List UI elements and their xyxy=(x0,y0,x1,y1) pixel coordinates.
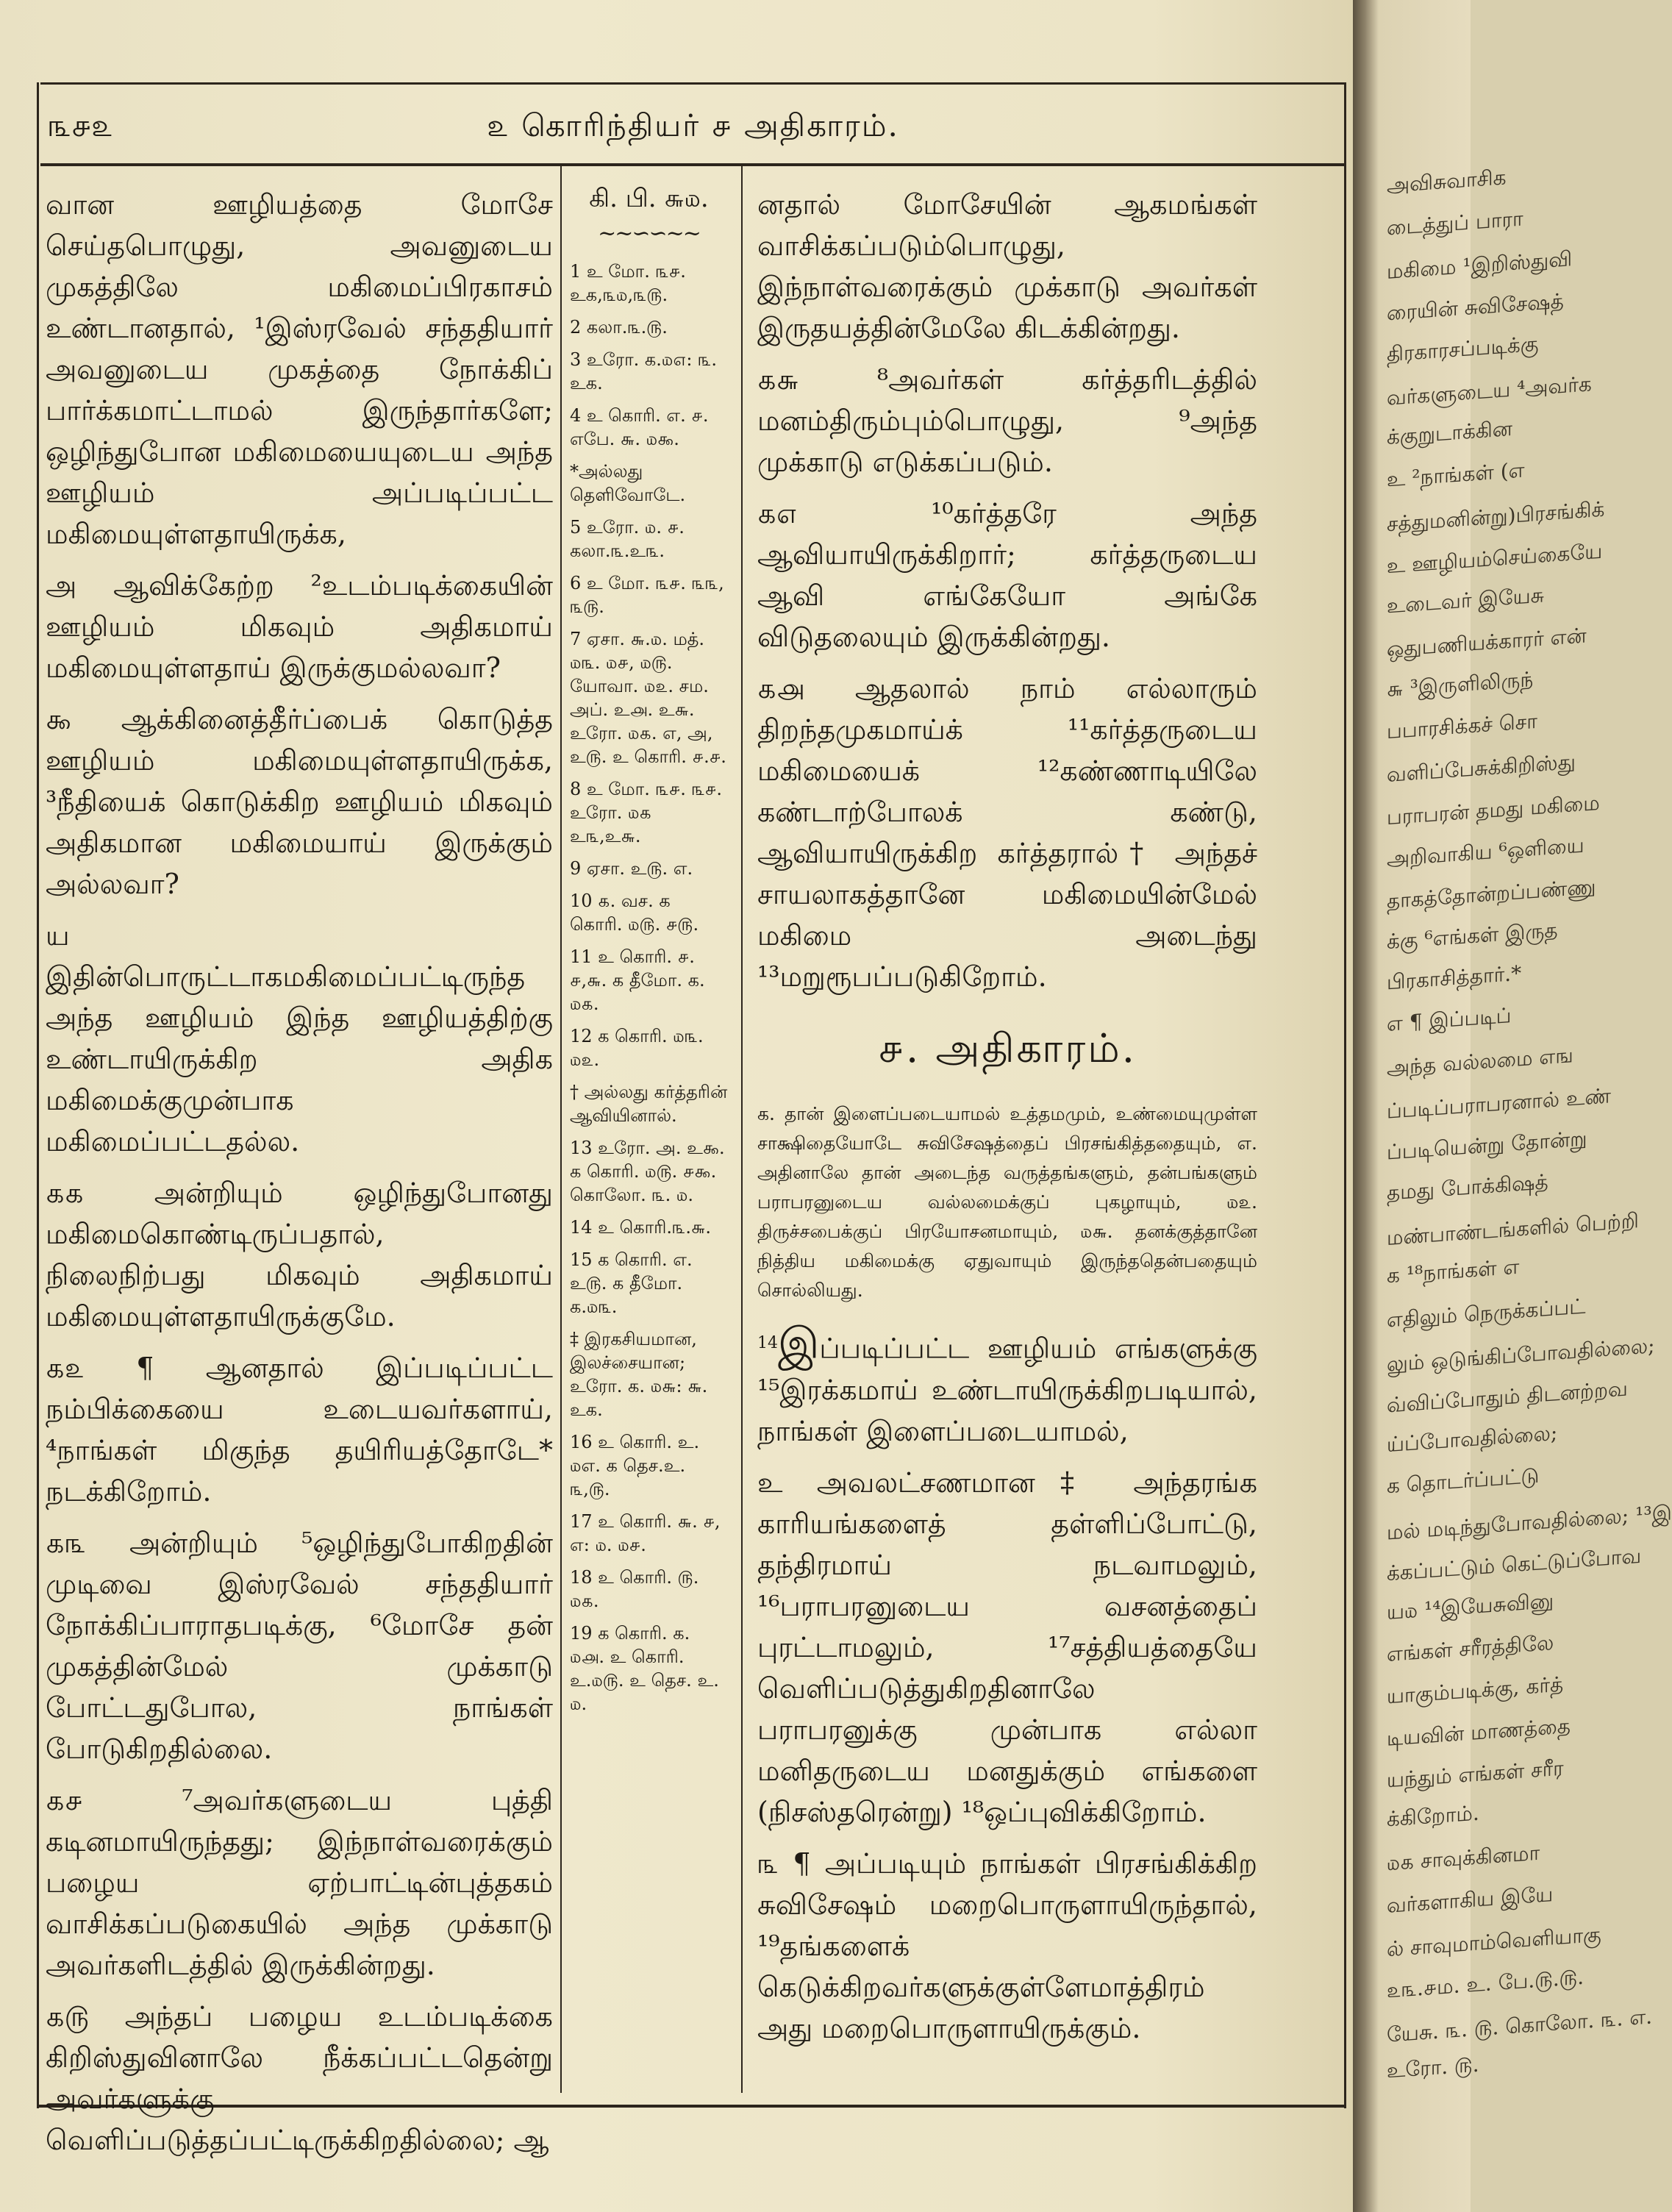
margin-reference: 4 உ கொரி. எ. ௪. எபே. ௬. ௰௯. xyxy=(570,405,709,449)
left-paragraph: ௯ ஆக்கினைத்தீர்ப்பைக் கொடுத்த ஊழியம் மகிமையுள்ளதாயிருக்க, ³நீதியைக் கொடுக்கிற ஊழியம் மிகவும் அதிகமான மகிமையாய் இருக்கும் அல்லவா? xyxy=(46,703,553,900)
edge-text-fragment: யந்தும் எங்கள் சரீர xyxy=(1387,1755,1564,1793)
left-paragraph: ௧௨ ¶ ஆனதால் இப்படிப்பட்ட நம்பிக்கையை உடையவர்களாய், ⁴நாங்கள் மிகுந்த தயிரியத்தோடே* நடக்கிறோம். xyxy=(46,1352,553,1508)
edge-text-fragment: க்கிறோம். xyxy=(1387,1800,1479,1832)
margin-reference: 15 க கொரி. எ. உ௫. க தீமோ. க.௰௩. xyxy=(570,1249,693,1317)
margin-reference: 11 உ கொரி. ௪. ௪,௬. க தீமோ. க. ௰௧. xyxy=(570,946,705,1014)
reference-list xyxy=(570,260,728,1716)
dropcap: இ xyxy=(778,1318,820,1369)
left-paragraph: ய இதின்பொருட்டாகமகிமைப்பட்டிருந்த அந்த ஊழியம் இந்த ஊழியத்திற்கு உண்டாயிருக்கிற அதிக மகிமைக்குமுன்பாக மகிமைப்பட்டதல்ல. xyxy=(46,919,553,1157)
edge-text-fragment: ரையின் சுவிசேஷத் xyxy=(1387,288,1564,326)
edge-text-fragment: உ ஊழியம்செய்கையே xyxy=(1387,538,1603,579)
right-paragraph: ௧௬ ⁸அவர்கள் கர்த்தரிடத்தில் மனம்திரும்பும்பொழுது, ⁹அந்த முக்காடு எடுக்கப்படும். xyxy=(757,363,1257,478)
margin-reference: 1 உ மோ. ௩௪. உக,௩௰,௩௫. xyxy=(570,261,686,305)
next-page-edge xyxy=(1353,0,1672,2212)
chapter-summary: க. தான் இளைப்படையாமல் உத்தமமும், உண்மையுமுள்ள சாக்ஷிதையோடே சுவிசேஷத்தைப் பிரசங்கித்ததையும், எ. அதினாலே தான் அடைந்த வருத்தங்களும், தன்பங்களும் பராபரனுடைய வல்லமைக்குப் புகழாயும், ௰௨. திருச்சபைக்குப் பிரயோசனமாயும், ௰௬. தனக்குத்தானே நித்திய மகிமைக்கு ஏதுவாயும் இருந்ததென்பதையும் சொல்லியது. xyxy=(757,1103,1257,1301)
edge-text-fragment: அவிசுவாசிக xyxy=(1387,165,1507,198)
edge-text-fragment: ப்படிப்பராபரனால் உண் xyxy=(1387,1083,1611,1124)
right-frame-rule xyxy=(1344,82,1346,2108)
edge-text-fragment: வளிப்பேசுக்கிறிஸ்து xyxy=(1387,749,1576,787)
margin-reference: 3 உரோ. க.௰௭: ௩. உக. xyxy=(570,349,718,393)
left-paragraph: வான ஊழியத்தை மோசே செய்தபொழுது, அவனுடைய முகத்திலே மகிமைப்பிரகாசம் உண்டானதால், ¹இஸ்ரவேல் சந்ததியார் அவனுடைய முகத்தை நோக்கிப் பார்க்கமாட்டாமல் இருந்தார்களே; ஒழிந்துபோன மகிமையையுடைய அந்த ஊழியம் அப்படிப்பட்ட மகிமையுள்ளதாயிருக்க, xyxy=(46,188,553,550)
margin-date: கி. பி. ௬௰. xyxy=(589,184,709,213)
left-paragraph: அ ஆவிக்கேற்ற ²உடம்படிக்கையின் ஊழியம் மிகவும் அதிகமாய் மகிமையுள்ளதாய் இருக்குமல்லவா? xyxy=(46,569,553,684)
edge-text-fragment: ௨௩.௪ம. உ. பே.௫.௫. xyxy=(1387,1964,1585,2003)
edge-text-fragment: பபாரசிக்கச் சொ xyxy=(1387,708,1537,744)
edge-text-fragment: மல் மடிந்துபோவதில்லை; ¹³இ xyxy=(1387,1500,1672,1545)
edge-text-fragment: ஒதுபணியக்காரர் என் xyxy=(1387,623,1587,662)
edge-text-fragment: எ ¶ இப்படிப் xyxy=(1387,1003,1512,1036)
chapter4-verse: ௩ ¶ அப்படியும் நாங்கள் பிரசங்கிக்கிற சுவிசேஷம் மறைபொருளாயிருந்தால், ¹⁹தங்களைக் கெடுக்கிறவர்களுக்குள்ளேமாத்திரம் அது மறைபொருளாயிருக்கும். xyxy=(757,1847,1257,2044)
edge-text-fragment: உ ²நாங்கள் (எ xyxy=(1387,457,1525,492)
left-text-column xyxy=(46,184,553,2171)
edge-text-fragment: எங்கள் சரீரத்திலே xyxy=(1387,1630,1554,1666)
right-paragraph: ௧௭ ¹⁰கர்த்தரே அந்த ஆவியாயிருக்கிறார்; கர்த்தருடைய ஆவி எங்கேயோ அங்கே விடுதலையும் இருக்கின்றது. xyxy=(757,497,1257,653)
left-paragraph: ௧௧ அன்றியும் ஒழிந்துபோனது மகிமைகொண்டிருப்பதால், நிலைநிற்பது மிகவும் அதிகமாய் மகிமையுள்ளதாயிருக்குமே. xyxy=(46,1177,553,1332)
margin-reference: 19 க கொரி. க. ௰௮. உ கொரி. உ.௰௫. உ தெச. உ. ௰. xyxy=(570,1623,719,1714)
flourish-ornament: ~~∽∽~~ xyxy=(598,221,700,246)
edge-text-fragment: மகிமை ¹இறிஸ்துவி xyxy=(1387,246,1573,284)
left-paragraph: ௧௫ அந்தப் பழைய உடம்படிக்கை கிறிஸ்துவினாலே நீக்கப்பட்டதென்று அவர்களுக்கு வெளிப்படுத்தப்பட்டிருக்கிறதில்லை; ஆ xyxy=(46,2000,553,2156)
edge-text-fragment: ௬ ³இருளிலிருந் xyxy=(1387,667,1534,702)
right-text-column xyxy=(757,184,1257,2059)
edge-text-fragment: லும் ஒடுங்கிப்போவதில்லை; xyxy=(1387,1333,1655,1377)
edge-text-fragment: ப்படியென்று தோன்று xyxy=(1387,1126,1587,1165)
margin-reference: † அல்லது கர்த்தரின் ஆவியினால். xyxy=(570,1082,728,1126)
edge-text-fragment: திரகாரசப்படிக்கு xyxy=(1387,331,1539,367)
right-paragraph: ௧௮ ஆதலால் நாம் எல்லாரும் திறந்தமுகமாய்க் ¹¹கர்த்தருடைய மகிமையைக் ¹²கண்ணாடியிலே கண்டாற்போலக் கண்டு, ஆவியாயிருக்கிற கர்த்தரால்† அந்தச் சாயலாகத்தானே மகிமையின்மேல் மகிமை அடைந்து ¹³மறுரூபப்படுகிறோம். xyxy=(757,672,1257,993)
edge-text-fragment: சத்துமனின்று)பிரசங்கிக் xyxy=(1387,496,1605,537)
verse-1 xyxy=(757,1318,1257,1452)
chapter4-verses xyxy=(757,1462,1257,2049)
top-rule xyxy=(40,82,1346,85)
right-paragraph: னதால் மோசேயின் ஆகமங்கள் வாசிக்கப்படும்பொழுது, இந்நாள்வரைக்கும் முக்காடு அவர்கள் இருதயத்தின்மேலே கிடக்கின்றது. xyxy=(757,188,1257,344)
margin-reference: 8 உ மோ. ௩௪. ௩௪. உரோ. ௰௧ உ௩,உ௬. xyxy=(570,779,722,846)
edge-text-fragment: பராபரன் தமது மகிமை xyxy=(1387,790,1600,830)
margin-reference: ‡ இரகசியமான, இலச்சையான; உரோ. க. ௰௬: ௬. உக. xyxy=(570,1329,708,1420)
margin-reference: 6 உ மோ. ௩௪. ௩௩, ௩௫. xyxy=(570,573,724,617)
edge-text-fragment: தாகத்தோன்றப்பண்ணு xyxy=(1387,874,1596,913)
left-frame-rule xyxy=(37,82,39,2108)
header-rule xyxy=(40,163,1346,166)
edge-text-fragment: அந்த வல்லமை எங xyxy=(1387,1043,1573,1080)
edge-text-fragment: அறிவாகிய ⁶ஒளியை xyxy=(1387,832,1585,871)
column-divider-left xyxy=(560,166,562,2093)
edge-text-fragment: மண்பாண்டங்களில் பெற்றி xyxy=(1387,1208,1639,1250)
edge-text-fragment: வர்களுடைய ⁴அவர்க xyxy=(1387,371,1592,410)
edge-text-fragment: க்குறுடாக்கின xyxy=(1387,416,1512,449)
edge-text-fragment: வர்களாகிய இயே xyxy=(1387,1882,1554,1918)
edge-text-fragment: க்கப்பட்டும் கெட்டுப்போவ xyxy=(1387,1543,1642,1586)
edge-text-fragment: க தொடர்ப்பட்டு xyxy=(1387,1463,1540,1499)
left-paragraph: ௧௪ ⁷அவர்களுடைய புத்தி கடினமாயிருந்தது; இந்நாள்வரைக்கும் பழைய ஏற்பாட்டின்புத்தகம் வாசிக்கப்படுகையில் அந்த முக்காடு அவர்களிடத்தில் இருக்கின்றது. xyxy=(46,1784,553,1981)
verse14-ref: 14 xyxy=(757,1334,778,1352)
chapter3-continuation xyxy=(757,184,1257,997)
edge-text-fragment: ய௰ ¹⁴இயேசுவினு xyxy=(1387,1588,1554,1624)
edge-text-fragment: தமது போக்கிஷத் xyxy=(1387,1169,1548,1205)
edge-text-fragment: எதிலும் நெருக்கப்பட் xyxy=(1387,1294,1586,1332)
edge-text-fragment: உடைவர் இயேசு xyxy=(1387,582,1544,618)
edge-text-fragment: ௰௧ சாவுக்கினமா xyxy=(1387,1840,1540,1876)
edge-text-fragment: க ¹⁸நாங்கள் எ xyxy=(1387,1254,1520,1288)
edge-text-fragment: டியவின் மாணத்தை xyxy=(1387,1713,1571,1751)
edge-text-fragment: பிரகாசித்தார்.* xyxy=(1387,960,1522,995)
edge-text-fragment: ல் சாவுமாம்வெளியாகு xyxy=(1387,1922,1601,1962)
margin-references-column xyxy=(570,184,728,1724)
margin-reference: 16 உ கொரி. உ. ௰எ. க தெச.உ. ௩,௫. xyxy=(570,1432,700,1499)
edge-text-fragment: க்கு ⁶எங்கள் இருத xyxy=(1387,917,1558,955)
verse-1-text: ப்படிப்பட்ட ஊழியம் எங்களுக்கு ¹⁵இரக்கமாய் உண்டாயிருக்கிறபடியால், நாங்கள் இளைப்படையாமல், xyxy=(757,1332,1257,1447)
edge-text-fragment: டைத்துப் பாரா xyxy=(1387,206,1523,240)
chapter4-verse: உ அவலட்சணமான‡ அந்தரங்க காரியங்களைத் தள்ளிப்போட்டு, தந்திரமாய் நடவாமலும், ¹⁶பராபரனுடைய வசனத்தைப் புரட்டாமலும், ¹⁷சத்தியத்தையே வெளிப்படுத்துகிறதினாலே பராபரனுக்கு முன்பாக எல்லா மனிதருடைய மனதுக்கும் எங்களை (நிசஸ்தரென்று) ¹⁸ஒப்புவிக்கிறோம். xyxy=(757,1466,1257,1828)
margin-reference: 7 ஏசா. ௬.௰. மத். ௰௩. ௰௪, ௰௫. யோவா. ௰௨. சம. அப். உ௮. உ௬. உரோ. ௰௧. எ, அ, உ௫. உ கொரி. ௪.௪. xyxy=(570,629,726,767)
margin-reference: *அல்லது தெளிவோடே. xyxy=(570,461,686,505)
margin-reference: 12 க கொரி. ௰௩. ௰௨. xyxy=(570,1026,704,1070)
edge-text-fragment: ய்ப்போவதில்லை; xyxy=(1387,1420,1558,1458)
chapter-title: ௪. அதிகாரம். xyxy=(878,1025,1137,1071)
margin-reference: 13 உரோ. அ. உ௯. க கொரி. ௰௫. ௪௯. கொலோ. ௩. ௰. xyxy=(570,1138,725,1205)
page-number: ௩௪௨ xyxy=(48,107,113,143)
edge-text-fragment: வ்விப்போதும் திடனற்றவ xyxy=(1387,1376,1628,1418)
page-header xyxy=(40,94,1346,160)
margin-reference: 14 உ கொரி.௩.௬. xyxy=(570,1217,712,1238)
edge-text-fragment: உரோ. ௫. xyxy=(1387,2052,1479,2083)
margin-reference: 2 கலா.௩.௫. xyxy=(570,317,668,338)
edge-text-fragment: யாகும்படிக்கு, கர்த் xyxy=(1387,1672,1564,1709)
margin-reference: 9 ஏசா. உ௫. எ. xyxy=(570,858,693,879)
margin-reference: 10 ௧. வச. க கொரி. ௰௫. ௪௫. xyxy=(570,891,699,935)
margin-reference: 5 உரோ. ௰. ௪. கலா.௩.உ௩. xyxy=(570,517,685,561)
margin-reference: 17 உ கொரி. ௬. ௪, எ: ௰. ௰௪. xyxy=(570,1511,721,1555)
column-divider-right xyxy=(741,166,743,2093)
edge-text-fragment: யேசு. ௩. ௫. கொலோ. ௩. எ. xyxy=(1387,2004,1653,2047)
margin-reference: 18 உ கொரி. ௫. ௰௧. xyxy=(570,1567,699,1611)
running-title: ௨ கொரிந்தியர் ௪ அதிகாரம். xyxy=(487,107,899,143)
left-paragraph: ௧௩ அன்றியும் ⁵ஒழிந்துபோகிறதின் முடிவை இஸ்ரவேல் சந்ததியார் நோக்கிப்பாராதபடிக்கு, ⁶மோசே தன் முகத்தின்மேல் முக்காடு போட்டதுபோல, நாங்கள் போடுகிறதில்லை. xyxy=(46,1527,553,1765)
